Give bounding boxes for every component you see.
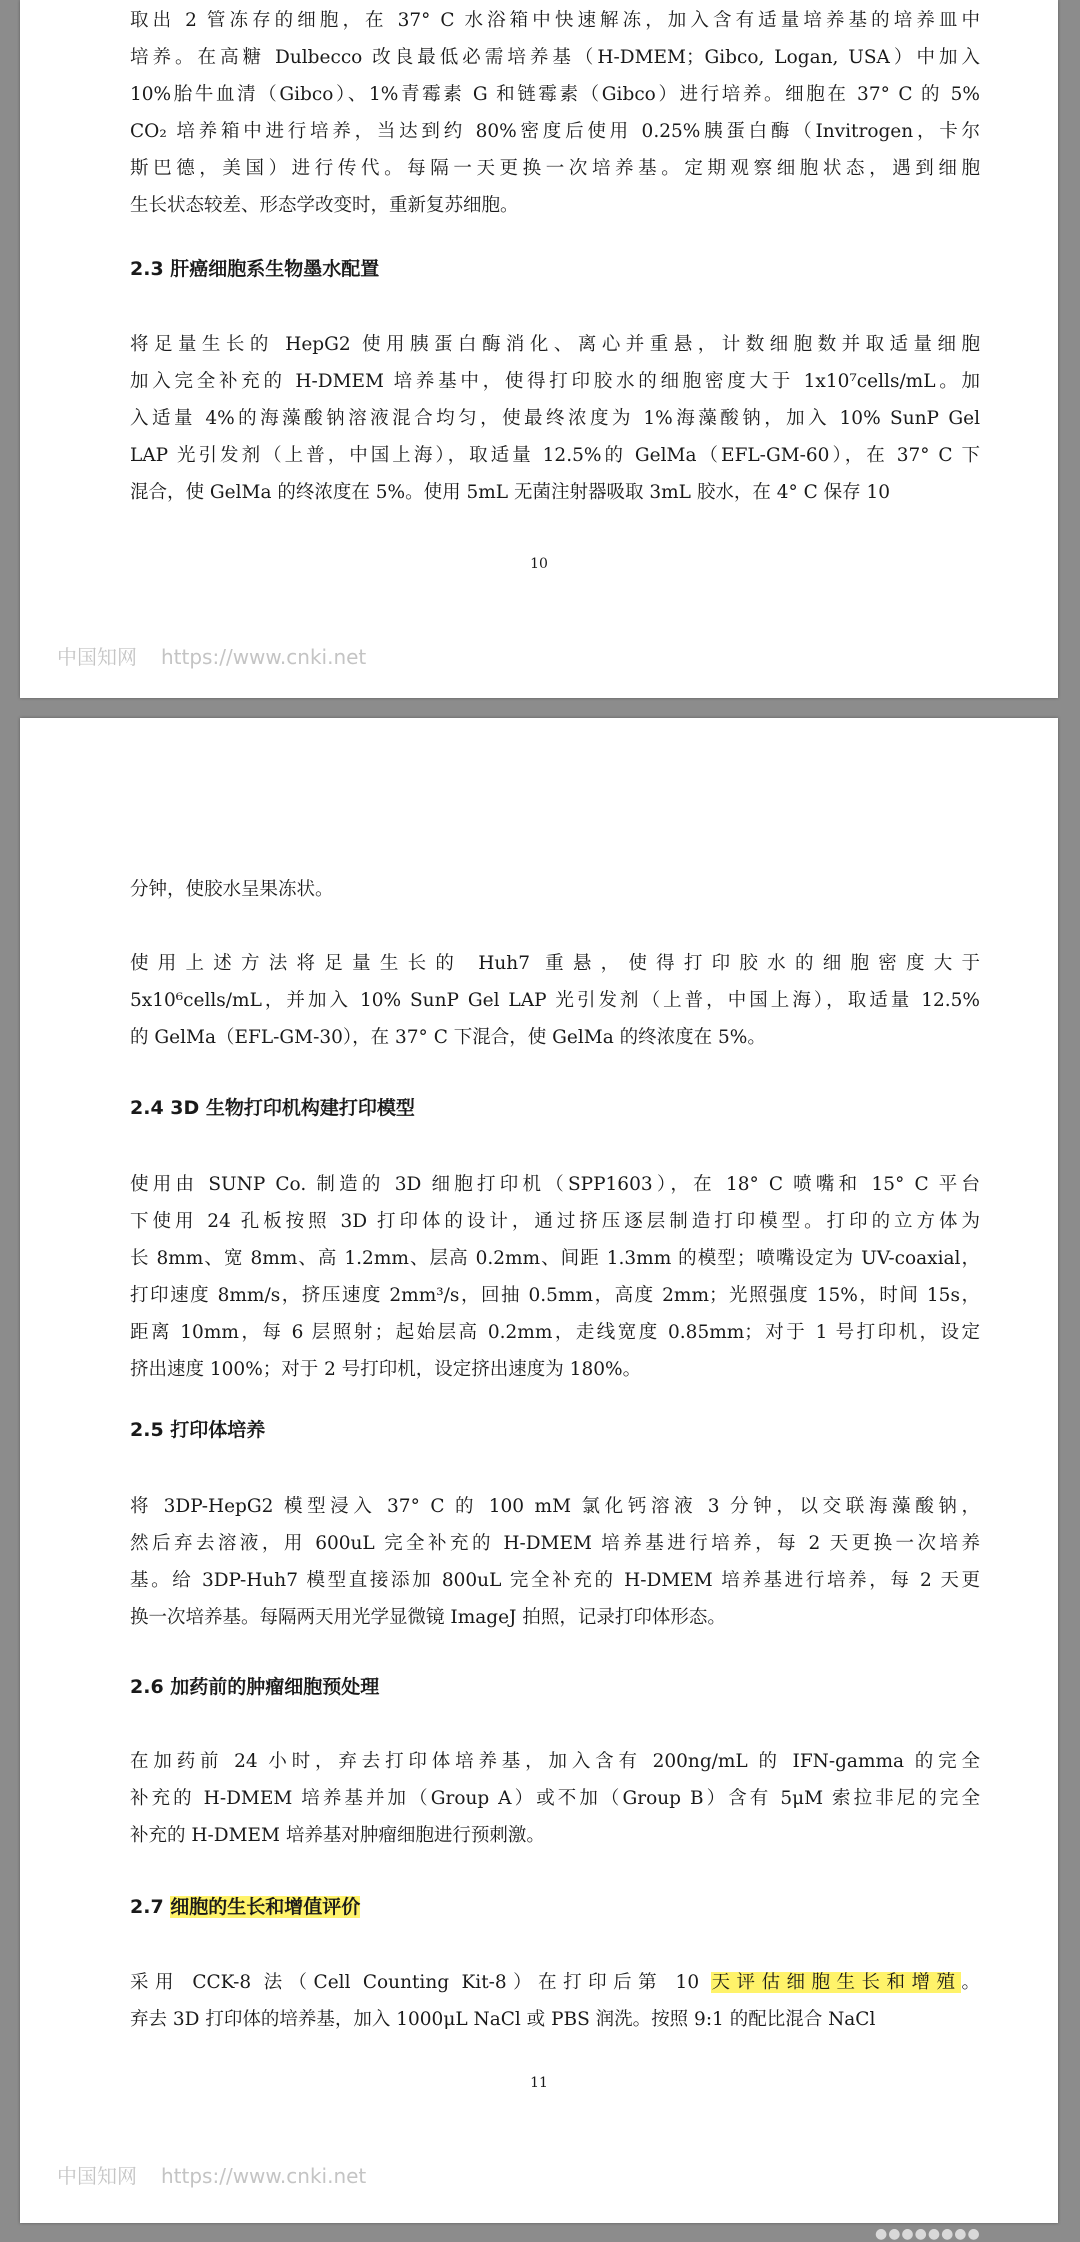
scroll-indicator: ●●●●●●●●: [875, 2226, 981, 2242]
text-line: [130, 1964, 980, 2001]
document-page-11: [20, 718, 1058, 2223]
document-page-10: [20, 0, 1058, 698]
text-line: 分钟，使胶水呈果冻状。: [130, 879, 334, 900]
text-line: 补充的 H-DMEM 培养基对肿瘤细胞进行预刺激。: [130, 1825, 545, 1846]
text-line: 将 3DP-HepG2 模型浸入 37° C 的 100 mM 氯化钙溶液 3 分钟，以交联海藻酸钠，: [130, 1496, 980, 1517]
text-line: 弃去 3D 打印体的培养基，加入 1000μL NaCl 或 PBS 润洗。按照 9:1 的配比混合 NaCl: [130, 2009, 876, 2030]
watermark-brand: 中国知网: [57, 2164, 137, 2188]
text-line: 将足量生长的 HepG2 使用胰蛋白酶消化、离心并重悬，计数细胞数并取适量细胞: [130, 334, 980, 355]
text-line: 10%胎牛血清（Gibco）、1%青霉素 G 和链霉素（Gibco）进行培养。细胞在 37° C 的 5%: [130, 84, 980, 105]
text-line: 换一次培养基。每隔两天用光学显微镜 ImageJ 拍照，记录打印体形态。: [130, 1607, 726, 1628]
section-heading-2-6: 2.6 加药前的肿瘤细胞预处理: [130, 1676, 380, 1698]
text-line: 在加药前 24 小时，弃去打印体培养基，加入含有 200ng/mL 的 IFN-gamma 的完全: [130, 1751, 980, 1772]
section-heading-2-5: 2.5 打印体培养: [130, 1419, 266, 1441]
text-line: 加入完全补充的 H-DMEM 培养基中，使得打印胶水的细胞密度大于 1x10⁷cells/mL。加: [130, 371, 980, 392]
text-line: 下使用 24 孔板按照 3D 打印体的设计，通过挤压逐层制造打印模型。打印的立方体为: [130, 1211, 980, 1232]
text-line: LAP 光引发剂（上普，中国上海），取适量 12.5%的 GelMa（EFL-GM-60），在 37° C 下: [130, 445, 980, 466]
text-line: 取出 2 管冻存的细胞，在 37° C 水浴箱中快速解冻，加入含有适量培养基的培养皿中: [130, 10, 980, 31]
text-line: 基。给 3DP-Huh7 模型直接添加 800uL 完全补充的 H-DMEM 培养基进行培养，每 2 天更: [130, 1570, 980, 1591]
text-line: 补充的 H-DMEM 培养基并加（Group A）或不加（Group B）含有 5μM 索拉非尼的完全: [130, 1788, 980, 1809]
heading-number: 2.7: [130, 1896, 171, 1918]
text-line: 使用上述方法将足量生长的 Huh7 重悬，使得打印胶水的细胞密度大于: [130, 953, 980, 974]
paragraph-3d-printer: [130, 1166, 980, 1388]
highlighted-text: 天评估细胞生长和增殖: [711, 1972, 962, 1993]
watermark-brand: 中国知网: [57, 645, 137, 669]
text-line: 打印速度 8mm/s，挤压速度 2mm³/s，回抽 0.5mm，高度 2mm；光照强度 15%，时间 15s，: [130, 1285, 980, 1306]
text-line: 培养。在高糖 Dulbecco 改良最低必需培养基（H-DMEM；Gibco, Logan, USA）中加入: [130, 47, 980, 68]
section-heading-2-7: [130, 1892, 360, 1922]
text-line: 挤出速度 100%；对于 2 号打印机，设定挤出速度为 180%。: [130, 1359, 642, 1380]
text-line: 混合，使 GelMa 的终浓度在 5%。使用 5mL 无菌注射器吸取 3mL 胶水，在 4° C 保存 10: [130, 482, 891, 503]
text-line: 然后弃去溶液，用 600uL 完全补充的 H-DMEM 培养基进行培养，每 2 天更换一次培养: [130, 1533, 980, 1554]
paragraph-continued: [130, 871, 980, 908]
text-line: 斯巴德，美国）进行传代。每隔一天更换一次培养基。定期观察细胞状态，遇到细胞: [130, 158, 980, 179]
text-line: 的 GelMa（EFL-GM-30），在 37° C 下混合，使 GelMa 的终浓度在 5%。: [130, 1027, 766, 1048]
highlighted-heading-text: 细胞的生长和增值评价: [170, 1896, 361, 1918]
paragraph-bioink-hepg2: [130, 326, 980, 511]
page-number: 10: [530, 556, 548, 572]
text-line: CO₂ 培养箱中进行培养，当达到约 80%密度后使用 0.25%胰蛋白酶（Invitrogen，卡尔: [130, 121, 980, 142]
text-run: 。: [961, 1972, 980, 1993]
text-line: 使用由 SUNP Co. 制造的 3D 细胞打印机（SPP1603），在 18° C 喷嘴和 15° C 平台: [130, 1174, 980, 1195]
text-line: 入适量 4%的海藻酸钠溶液混合均匀，使最终浓度为 1%海藻酸钠，加入 10% SunP Gel: [130, 408, 980, 429]
paragraph-cell-culture: [130, 2, 980, 224]
text-line: 5x10⁶cells/mL，并加入 10% SunP Gel LAP 光引发剂（上普，中国上海），取适量 12.5%: [130, 990, 980, 1011]
watermark-url: https://www.cnki.net: [161, 2164, 367, 2188]
section-heading-2-4: 2.4 3D 生物打印机构建打印模型: [130, 1097, 415, 1119]
text-run: 采用 CCK-8 法（Cell Counting Kit-8）在打印后第 10: [130, 1972, 712, 1993]
page-number: 11: [530, 2075, 548, 2091]
text-line: 生长状态较差、形态学改变时，重新复苏细胞。: [130, 195, 519, 216]
cnki-watermark: [57, 2160, 390, 2189]
watermark-url: https://www.cnki.net: [161, 645, 367, 669]
text-line: 距离 10mm，每 6 层照射；起始层高 0.2mm，走线宽度 0.85mm；对于 1 号打印机，设定: [130, 1322, 980, 1343]
paragraph-cck8: [130, 1964, 980, 2038]
cnki-watermark: [57, 641, 390, 670]
paragraph-print-culture: [130, 1488, 980, 1636]
text-line: 长 8mm、宽 8mm、高 1.2mm、层高 0.2mm、间距 1.3mm 的模型；喷嘴设定为 UV-coaxial，: [130, 1248, 980, 1269]
paragraph-bioink-huh7: [130, 945, 980, 1056]
section-heading-2-3: 2.3 肝癌细胞系生物墨水配置: [130, 258, 380, 280]
paragraph-pretreatment: [130, 1743, 980, 1854]
